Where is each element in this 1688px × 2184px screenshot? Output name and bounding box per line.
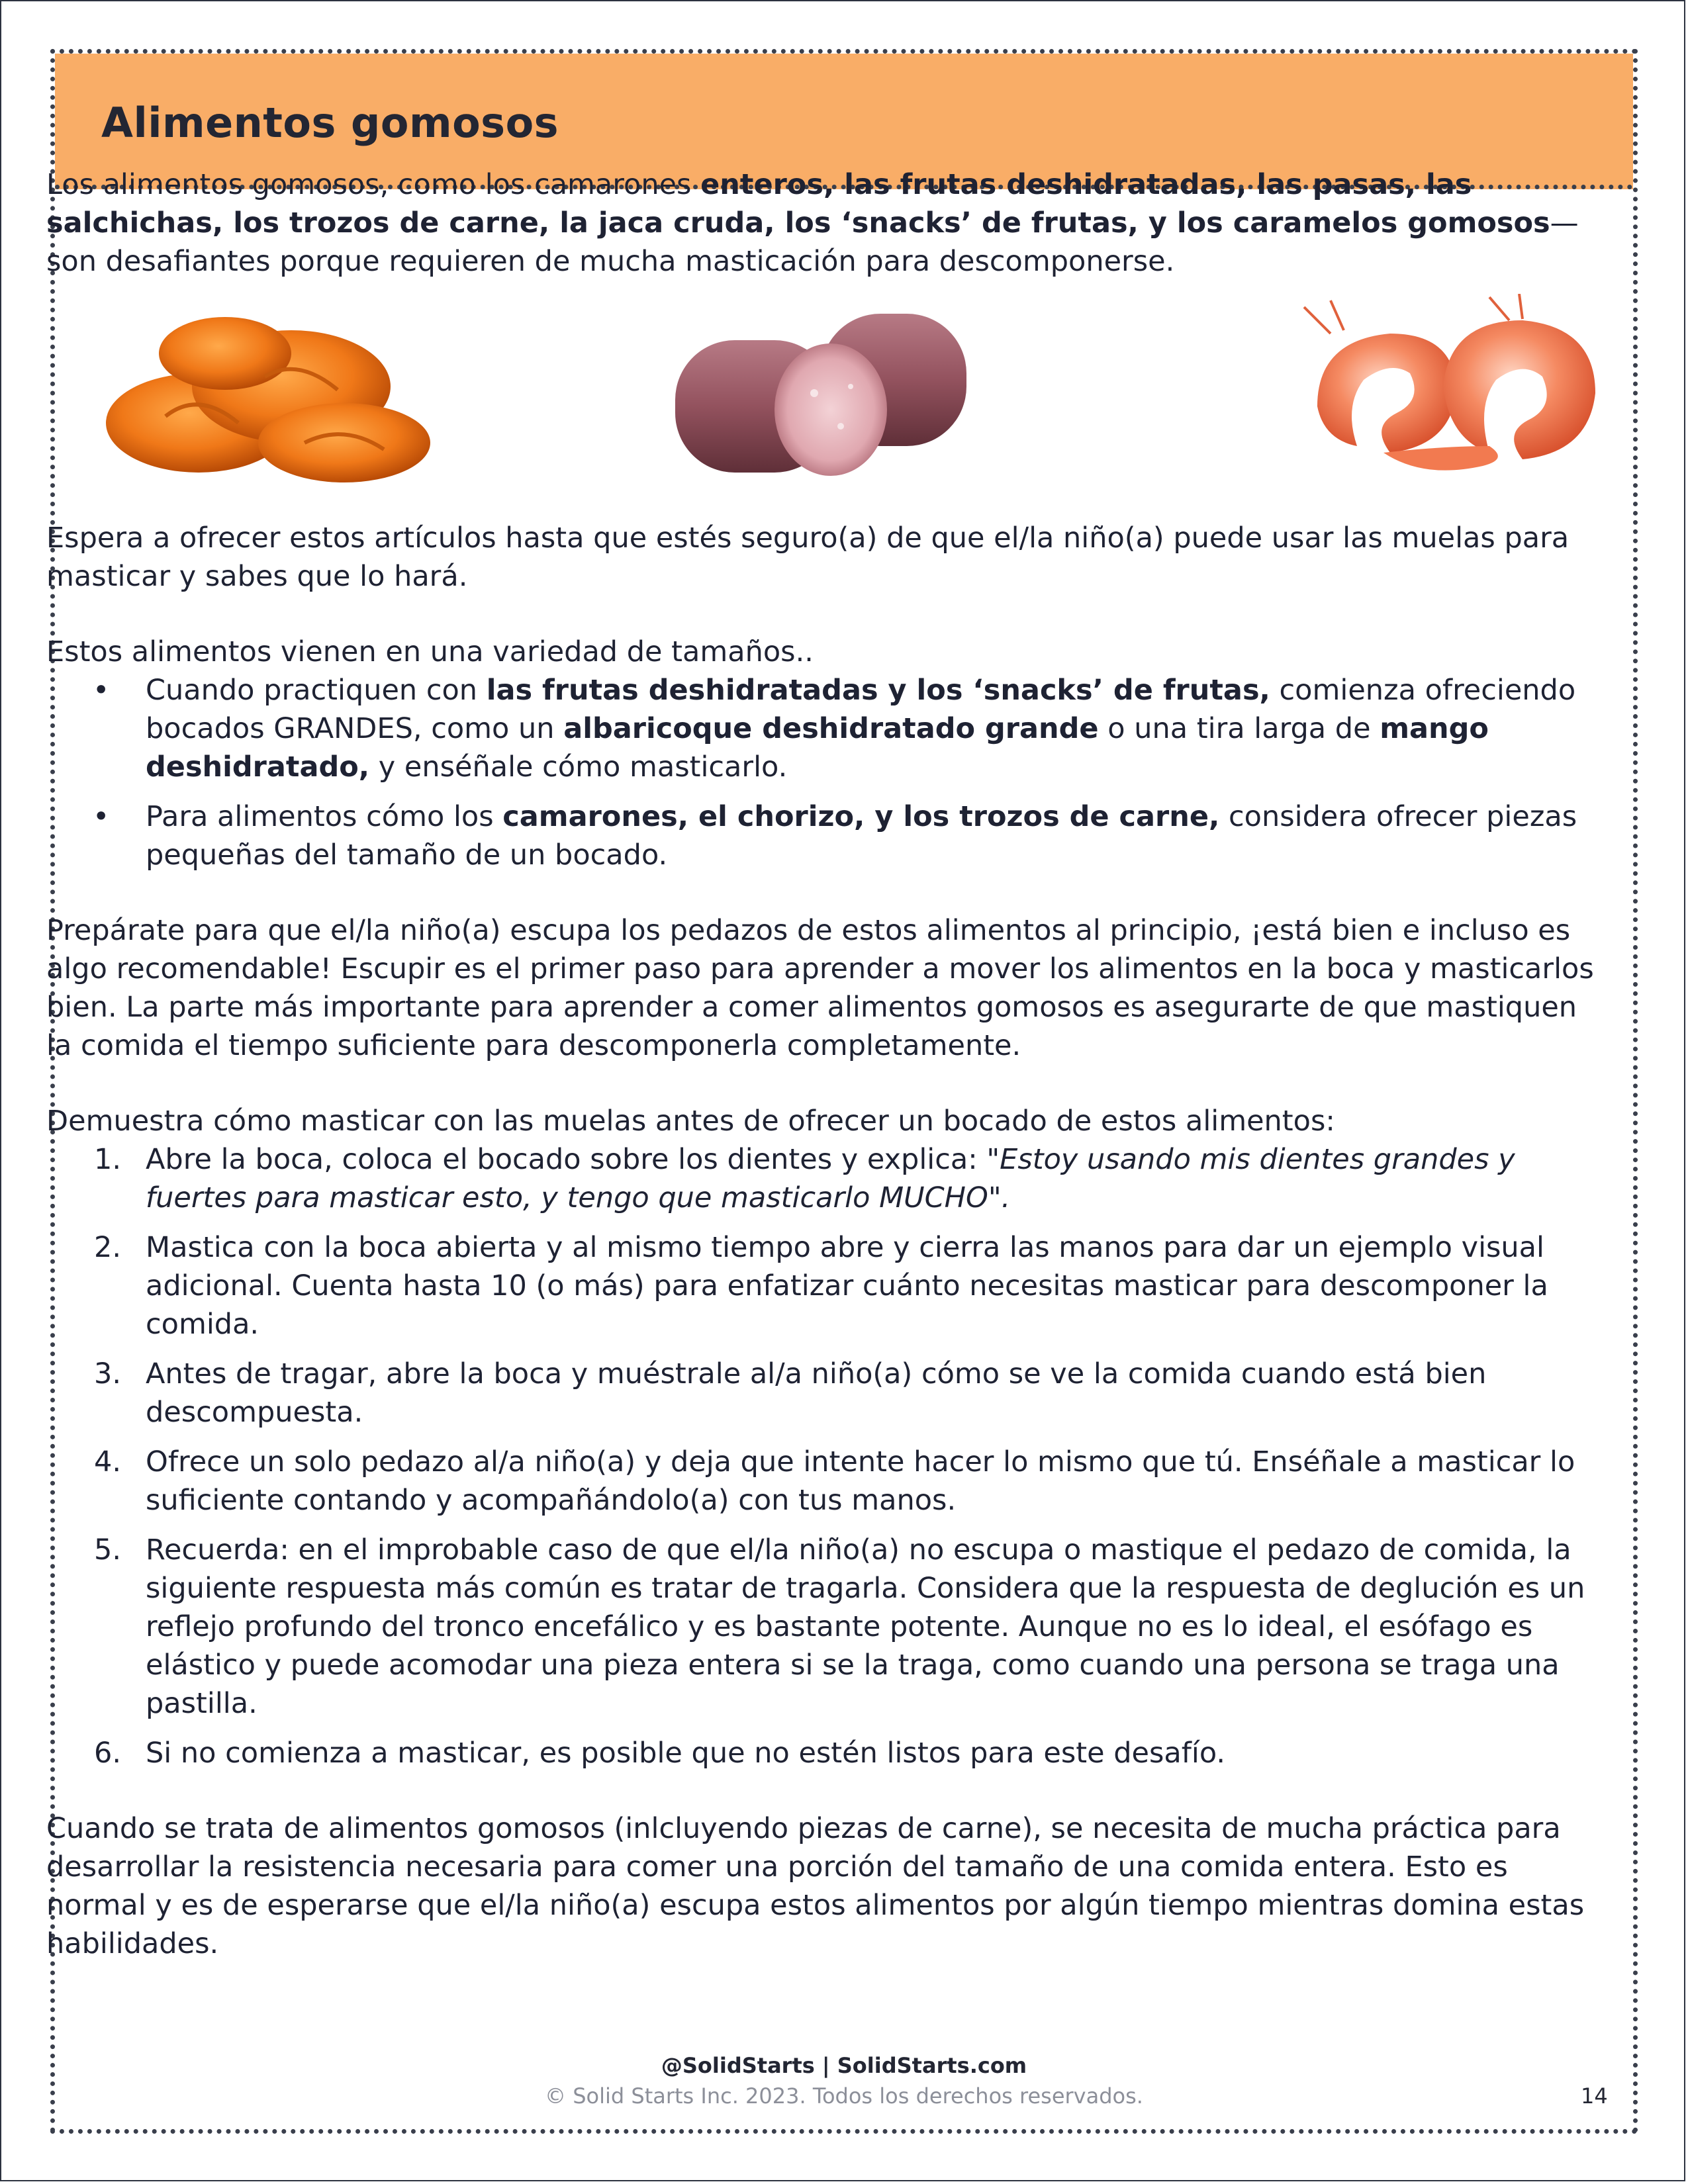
final-paragraph: Cuando se trata de alimentos gomosos (inlcluyendo piezas de carne), se necesita de mucha práctica para desarrollar la resistencia necesaria para comer una porción del tamaño de una comida entera. Esto es normal y es de esperarse que el/la niño(a) escupa estos alimentos por algún tiempo mientras domina estas habilidades.: [46, 1812, 1585, 1960]
list-item: 3. Antes de tragar, abre la boca y muéstrale al/a niño(a) cómo se ve la comida cuando está bien descompuesta.: [94, 1357, 1487, 1429]
dried-apricots-image: [106, 310, 457, 482]
food-photos: [46, 300, 1595, 492]
sausage-image: [655, 300, 986, 492]
demo-lead: Demuestra cómo masticar con las muelas antes de ofrecer un bocado de estos alimentos:: [46, 1105, 1335, 1138]
wait-paragraph: Espera a ofrecer estos artículos hasta que estés seguro(a) de que el/la niño(a) puede usar las muelas para masticar y sabes que lo hará.: [46, 522, 1570, 593]
bullet-marker: •: [93, 800, 110, 833]
list-item: • Para alimentos cómo los camarones, el chorizo, y los trozos de carne, considera ofrecer piezas pequeñas del tamaño de un bocado.: [46, 797, 1595, 874]
page-title: Alimentos gomosos: [101, 99, 559, 147]
bullet-marker: •: [93, 674, 110, 707]
intro-paragraph: Los alimentos gomosos, como los camarones enteros, las frutas deshidratadas, las pasas, las salchichas, los trozos de carne, la jaca cruda, los ‘snacks’ de frutas, y los caramelos gomosos— son desafiantes porque requieren de mucha masticación para descomponerse.: [46, 168, 1579, 278]
page-number: 14: [1581, 2083, 1608, 2109]
list-item: 5. Recuerda: en el improbable caso de que el/la niño(a) no escupa o mastique el pedazo de comida, la siguiente respuesta más común es tratar de tragarla. Considera que la respuesta de deglución es un reflejo profundo del tronco encefálico y es bastante potente. Aunque no es lo ideal, el esófago es elástico y puede acomodar una pieza entera si se la traga, como cuando una persona se traga una pastilla.: [94, 1533, 1585, 1720]
footer-copyright: © Solid Starts Inc. 2023. Todos los derechos reservados.: [545, 2083, 1143, 2109]
sizes-lead: Estos alimentos vienen en una variedad de tamaños..: [46, 635, 814, 668]
demo-steps: [46, 1140, 1595, 1772]
sizes-list: [46, 671, 1595, 874]
list-item: 1. Abre la boca, coloca el bocado sobre los dientes y explica: "Estoy usando mis dientes grandes y fuertes para masticar esto, y tengo que masticarlo MUCHO".: [94, 1143, 1515, 1214]
footer-social-links[interactable]: @SolidStarts | SolidStarts.com: [661, 2053, 1027, 2078]
list-item: 6. Si no comienza a masticar, es posible que no estén listos para este desafío.: [94, 1737, 1226, 1770]
shrimp-image: [1291, 294, 1622, 486]
spit-paragraph: Prepárate para que el/la niño(a) escupa los pedazos de estos alimentos al principio, ¡está bien e incluso es algo recomendable! Escupir es el primer paso para aprender a mover los alimentos en la boca y masticarlos bien. La parte más importante para aprender a comer alimentos gomosos es asegurarte de que mastiquen la comida el tiempo suficiente para descomponerla completamente.: [46, 914, 1594, 1062]
list-item: 2. Mastica con la boca abierta y al mismo tiempo abre y cierra las manos para dar un ejemplo visual adicional. Cuenta hasta 10 (o más) para enfatizar cuánto necesitas masticar para descomponer la comida.: [94, 1231, 1548, 1341]
list-item: 4. Ofrece un solo pedazo al/a niño(a) y deja que intente hacer lo mismo que tú. Enséñale a masticar lo suficiente contando y acompañándolo(a) con tus manos.: [94, 1445, 1575, 1517]
content-body: [46, 165, 1595, 1963]
list-item: • Cuando practiquen con las frutas deshidratadas y los ‘snacks’ de frutas, comienza ofreciendo bocados GRANDES, como un albaricoque deshidratado grande o una tira larga de mango deshidratado, y enséñale cómo masticarlo.: [46, 671, 1595, 786]
